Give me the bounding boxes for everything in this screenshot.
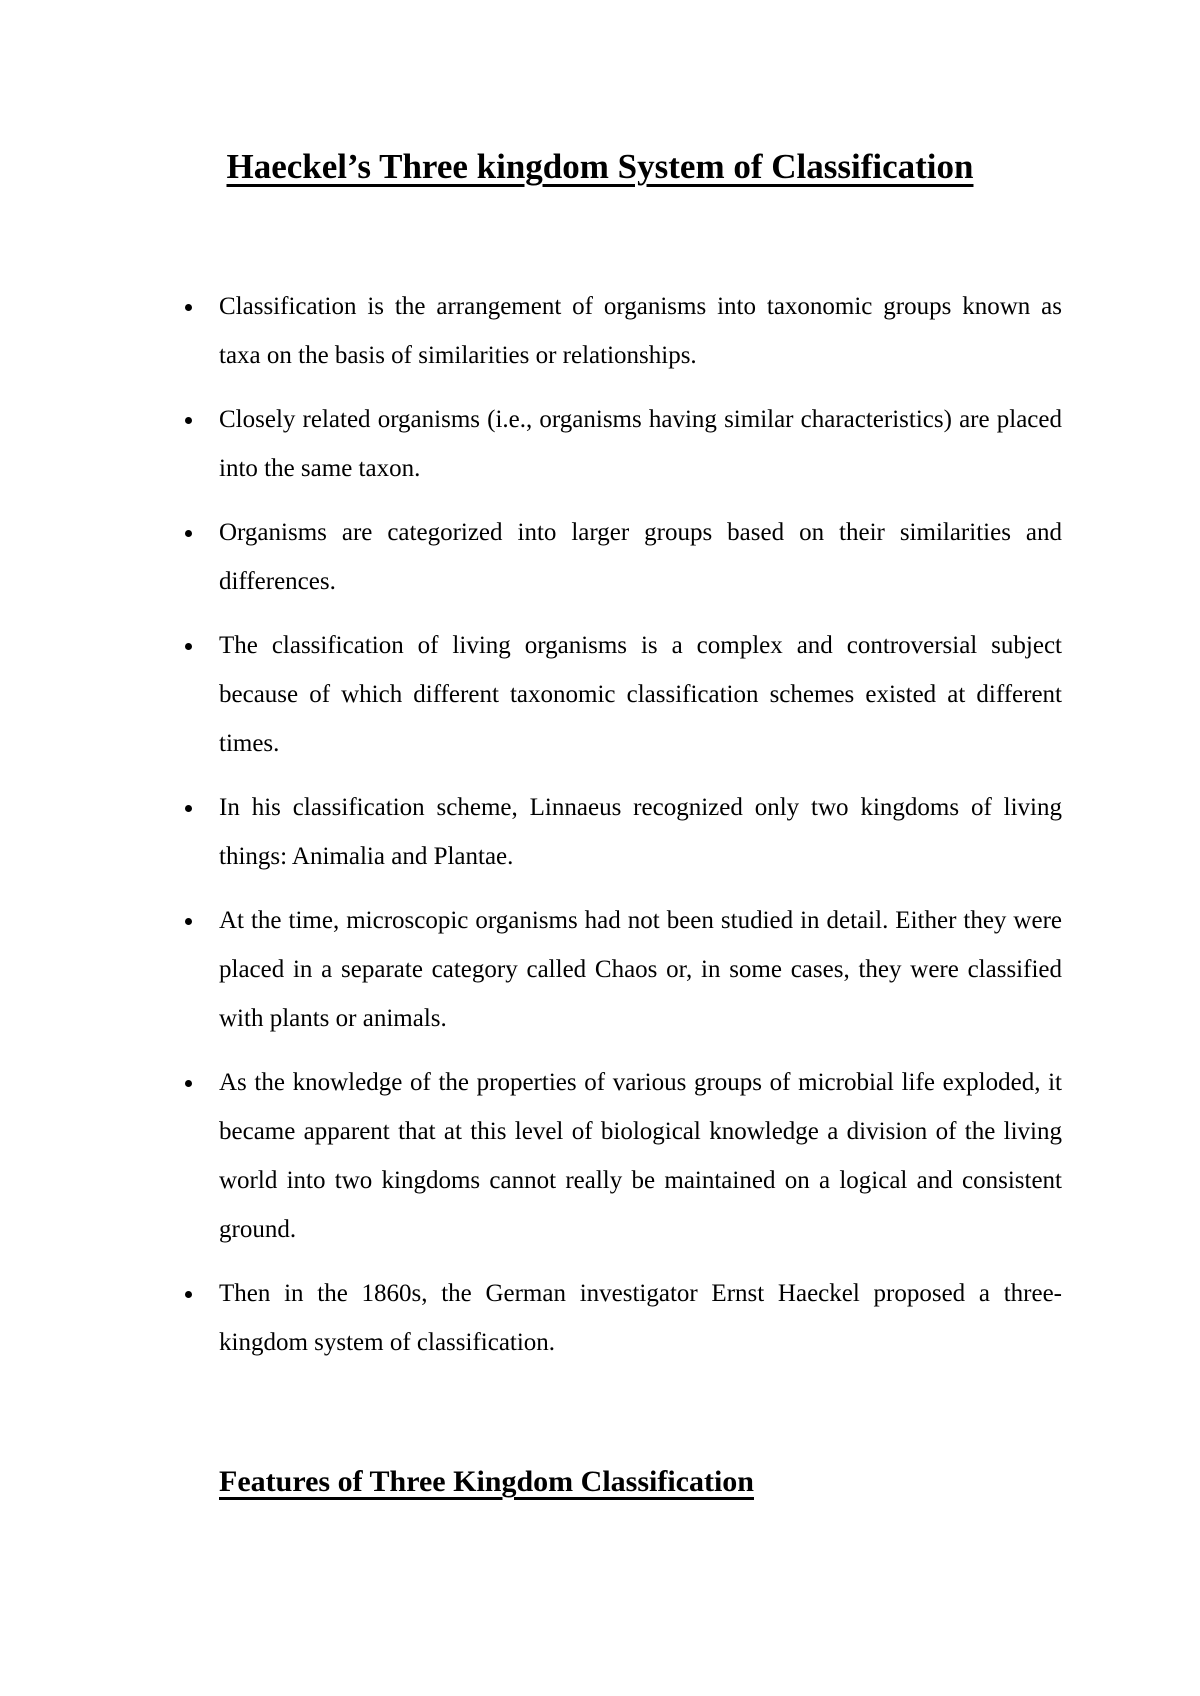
bullet-icon [185,1291,192,1298]
list-item-text: The classification of living organisms is a complex and controversial subject because of which different taxonomic classification schemes existed at different times. [219,632,1062,757]
list-item [0,621,1062,768]
bullet-icon [185,918,192,925]
list-item-text: Classification is the arrangement of organisms into taxonomic groups known as taxa on the basis of similarities or relationships. [219,293,1062,369]
bullet-icon [185,1080,192,1087]
bullet-icon [185,805,192,812]
list-item-text: In his classification scheme, Linnaeus recognized only two kingdoms of living things: Animalia and Plantae. [219,794,1062,870]
list-item [0,395,1062,493]
bullet-icon [185,304,192,311]
page-title [0,143,1200,191]
list-item-text: Then in the 1860s, the German investigator Ernst Haeckel proposed a three-kingdom system of classification. [219,1280,1062,1356]
list-item [0,1058,1062,1254]
section-heading-text: Features of Three Kingdom Classification [219,1465,754,1498]
bullet-icon [185,417,192,424]
list-item [0,1269,1062,1367]
bullet-icon [185,530,192,537]
list-item-text: At the time, microscopic organisms had not been studied in detail. Either they were placed in a separate category called Chaos or, in some cases, they were classified with plants or animals. [219,907,1062,1032]
list-item [0,783,1062,881]
list-item [0,896,1062,1043]
list-item [0,282,1062,380]
list-item-text: Organisms are categorized into larger groups based on their similarities and differences. [219,519,1062,595]
bullet-icon [185,643,192,650]
list-item [0,508,1062,606]
list-item-text: Closely related organisms (i.e., organisms having similar characteristics) are placed into the same taxon. [219,406,1062,482]
bullet-list [0,282,1200,1382]
section-heading [219,1460,754,1504]
page-title-text: Haeckel’s Three kingdom System of Classification [226,147,974,186]
list-item-text: As the knowledge of the properties of various groups of microbial life exploded, it became apparent that at this level of biological knowledge a division of the living world into two kingdoms cannot really be maintained on a logical and consistent ground. [219,1069,1062,1243]
